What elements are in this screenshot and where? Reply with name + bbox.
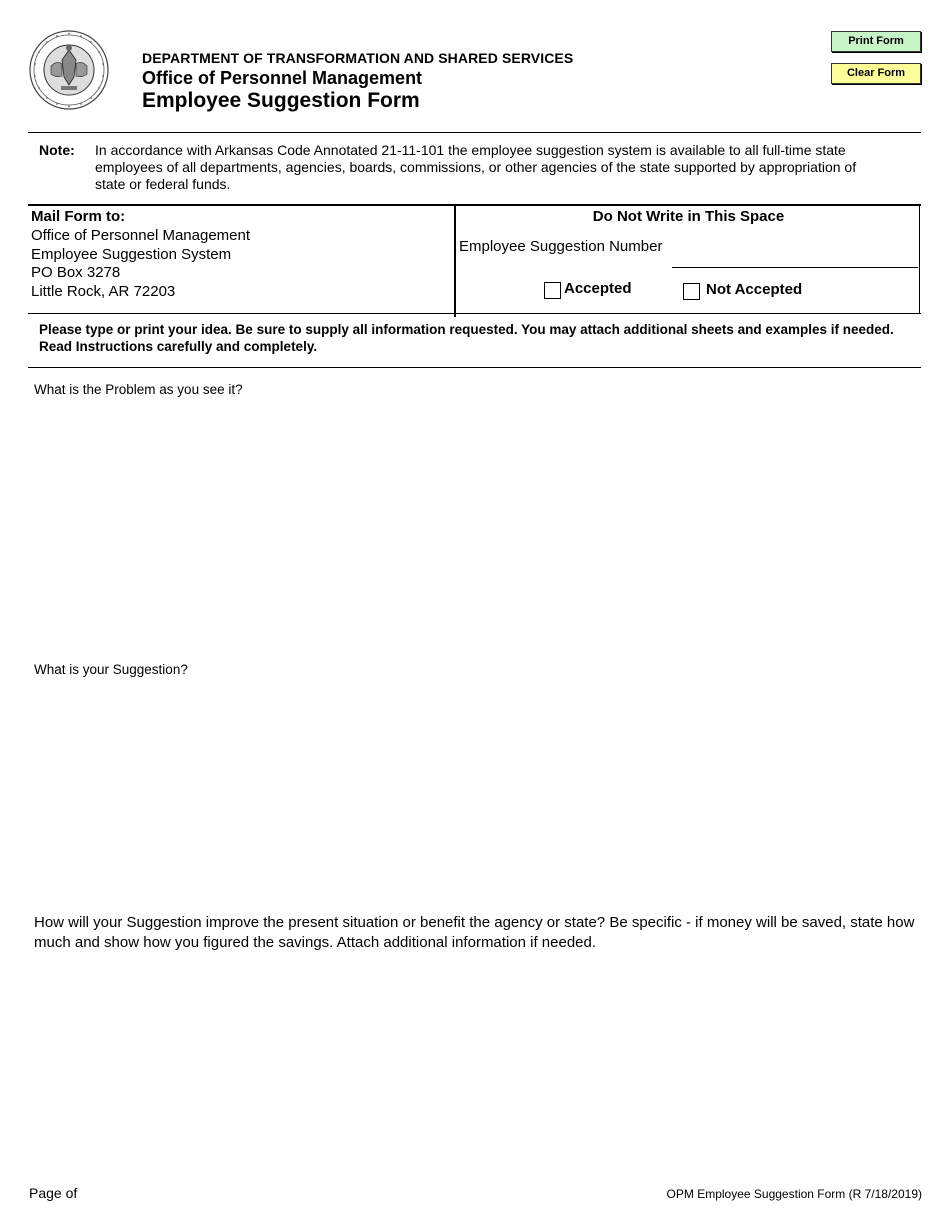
mail-address-line: Little Rock, AR 72203 [31, 283, 176, 300]
note-label: Note: [39, 142, 75, 158]
page-counter: Page of [29, 1185, 78, 1201]
suggestion-text-area[interactable] [28, 680, 921, 900]
accepted-checkbox[interactable] [544, 282, 561, 299]
mail-address-line: Employee Suggestion System [31, 246, 232, 263]
problem-text-area[interactable] [28, 400, 921, 650]
info-box-bottom-border [28, 313, 921, 314]
instructions-divider [28, 367, 921, 368]
print-form-button[interactable]: Print Form [831, 31, 921, 52]
not-accepted-label: Not Accepted [706, 281, 803, 298]
benefit-question-label: How will your Suggestion improve the present situation or benefit the agency or state? Be specific - if money will be saved, state how much and show how you figured the savings. Attach additional information if needed. [34, 914, 915, 951]
header-divider [28, 132, 921, 133]
mail-to-heading: Mail Form to: [31, 208, 126, 225]
suggestion-question-label: What is your Suggestion? [34, 662, 188, 677]
state-seal-logo [29, 30, 109, 110]
problem-question-label: What is the Problem as you see it? [34, 382, 243, 397]
mail-address-line: Office of Personnel Management [31, 227, 251, 244]
not-accepted-checkbox[interactable] [683, 283, 700, 300]
form-title: Employee Suggestion Form [142, 89, 420, 112]
form-revision: OPM Employee Suggestion Form (R 7/18/2019) [666, 1187, 922, 1201]
suggestion-number-label: Employee Suggestion Number [459, 238, 663, 255]
info-box-top-border [28, 204, 921, 206]
mail-address-line: PO Box 3278 [31, 264, 121, 281]
office-use-heading: Do Not Write in This Space [592, 208, 785, 225]
instructions-text: Please type or print your idea. Be sure to supply all information requested. You may attach additional sheets and examples if needed. Read Instructions carefully and completely. [39, 322, 894, 354]
suggestion-number-field[interactable] [672, 267, 918, 268]
benefit-text-area[interactable] [28, 958, 921, 1173]
clear-form-button[interactable]: Clear Form [831, 63, 921, 84]
department-name: DEPARTMENT OF TRANSFORMATION AND SHARED SERVICES [142, 50, 574, 66]
office-name: Office of Personnel Management [142, 68, 423, 88]
note-text: In accordance with Arkansas Code Annotated 21-11-101 the employee suggestion system is available to all full-time state employees of all departments, agencies, boards, commissions, or other agencies of the state supported by appropriation of state or federal funds. [95, 142, 857, 192]
accepted-label: Accepted [564, 280, 632, 297]
